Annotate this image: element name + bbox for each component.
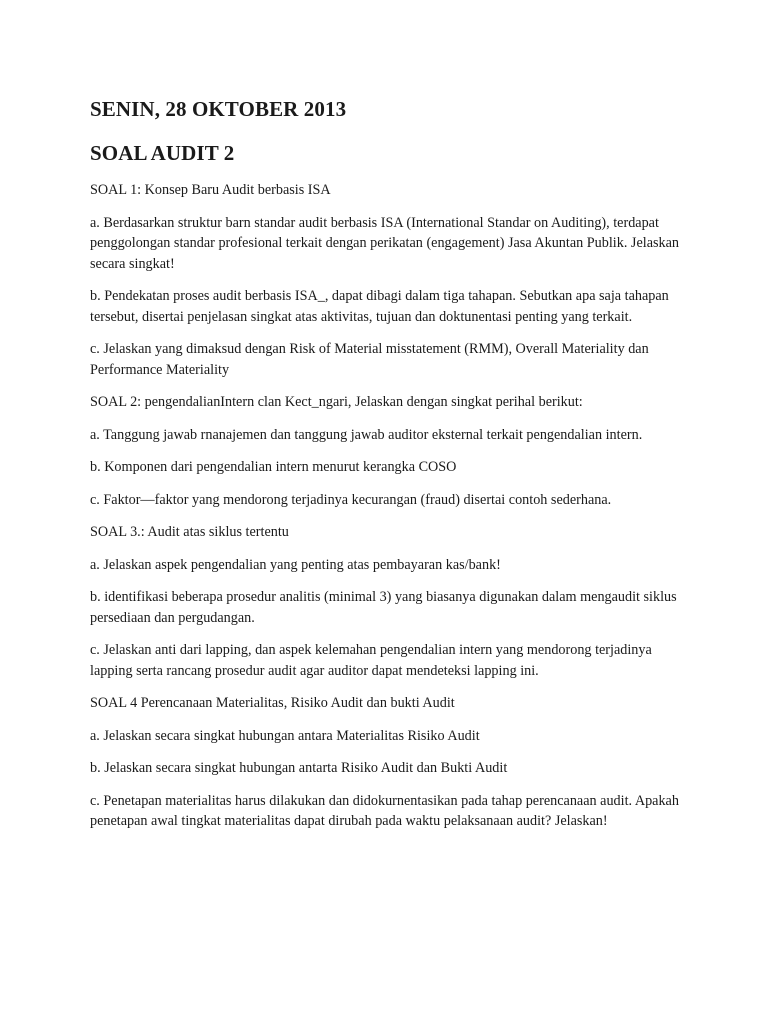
section-heading-soal-2: SOAL 2: pengendalianIntern clan Kect_ngari, Jelaskan dengan singkat perihal berikut:: [90, 394, 583, 410]
question-4b: b. Jelaskan secara singkat hubungan antarta Risiko Audit dan Bukti Audit: [90, 760, 508, 776]
question-1b: b. Pendekatan proses audit berbasis ISA_, dapat dibagi dalam tiga tahapan. Sebutkan apa saja tahapan tersebut, disertai penjelasan singkat atas aktivitas, tujuan dan doktunentasi penting yang terkait.: [90, 288, 669, 325]
question-4a: a. Jelaskan secara singkat hubungan antara Materialitas Risiko Audit: [90, 727, 480, 744]
question-1a: a. Berdasarkan struktur barn standar audit berbasis ISA (International Standar on Auditing), terdapat penggolongan standar profesional terkait dengan perikatan (engagement) Jasa Akuntan Publik. Jelaskan secara singkat!: [90, 214, 679, 272]
question-2b: b. Komponen dari pengendalian intern menurut kerangka COSO: [90, 459, 457, 475]
question-3c: c. Jelaskan anti dari lapping, dan aspek kelemahan pengendalian intern yang mendorong terjadinya lapping serta rancang prosedur audit agar auditor dapat mendeteksi lapping ini.: [90, 642, 652, 679]
question-3a: a. Jelaskan aspek pengendalian yang penting atas pembayaran kas/bank!: [90, 556, 501, 573]
question-2c: c. Faktor—faktor yang mendorong terjadinya kecurangan (fraud) disertai contoh sederhana.: [90, 491, 612, 508]
question-4c: c. Penetapan materialitas harus dilakukan dan didokurnentasikan pada tahap perencanaan audit. Apakah penetapan awal tingkat materialitas dapat dirubah pada waktu pelaksanaan audit? Jelaskan!: [90, 792, 679, 829]
question-1c: c. Jelaskan yang dimaksud dengan Risk of Material misstatement (RMM), Overall Materiality dan Performance Materiality: [90, 341, 649, 378]
document-date: SENIN, 28 OKTOBER 2013: [90, 97, 347, 121]
document-page: [90, 96, 690, 844]
question-3b: b. identifikasi beberapa prosedur analitis (minimal 3) yang biasanya digunakan dalam mengaudit siklus persediaan dan pergudangan.: [90, 589, 677, 626]
section-heading-soal-4: SOAL 4 Perencanaan Materialitas, Risiko Audit dan bukti Audit: [90, 695, 455, 711]
question-2a: a. Tanggung jawab rnanajemen dan tanggung jawab auditor eksternal terkait pengendalian intern.: [90, 426, 643, 443]
document-title: SOAL AUDIT 2: [90, 141, 235, 165]
section-heading-soal-1: SOAL 1: Konsep Baru Audit berbasis ISA: [90, 182, 331, 198]
section-heading-soal-3: SOAL 3.: Audit atas siklus tertentu: [90, 524, 289, 540]
